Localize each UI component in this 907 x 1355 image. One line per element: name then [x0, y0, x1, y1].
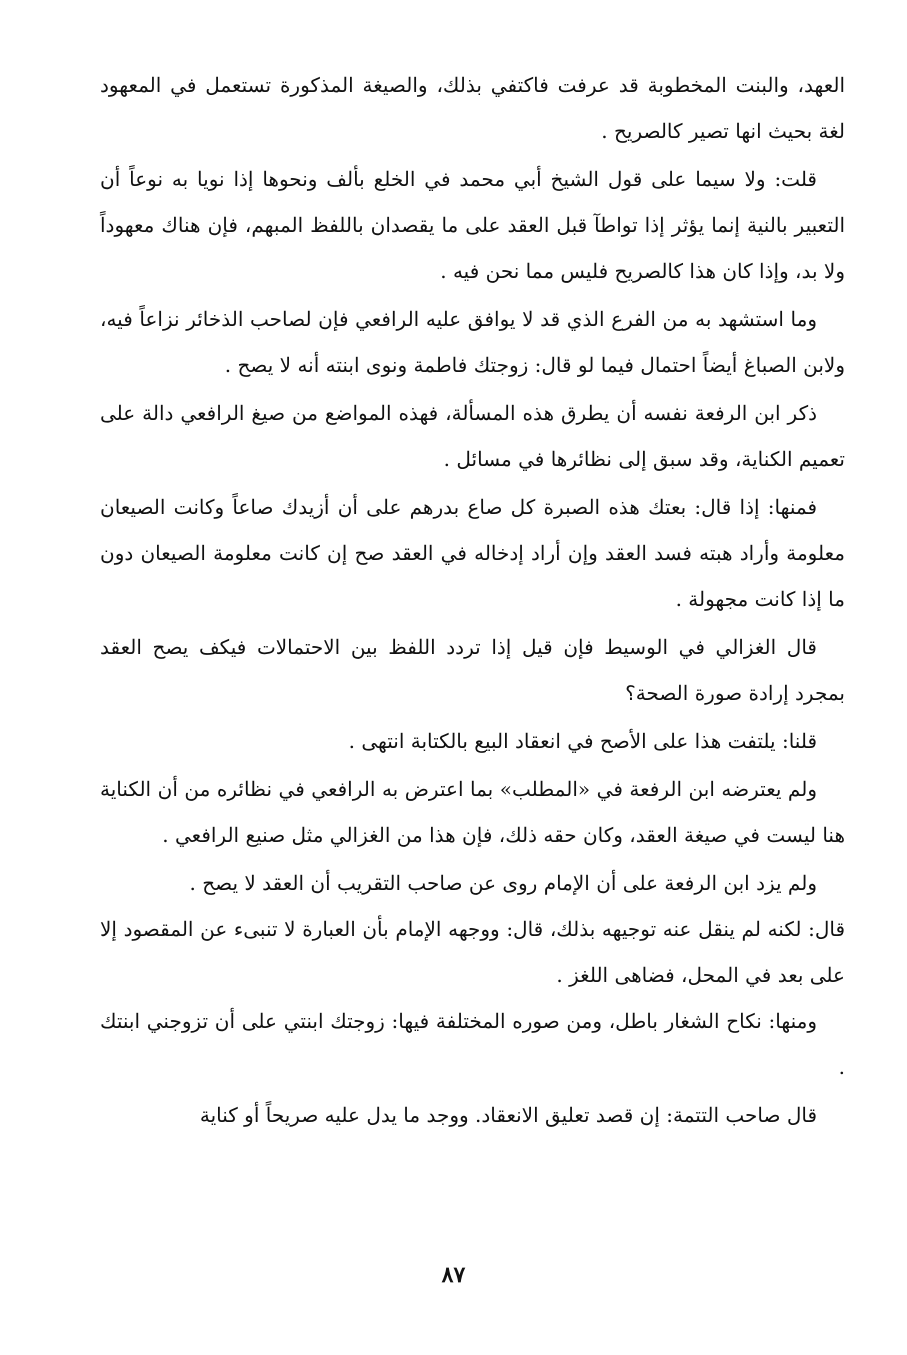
paragraph-1: العهد، والبنت المخطوبة قد عرفت فاكتفي بذلك، والصيغة المذكورة تستعمل في المعهود لغة بحيث انها تصير كالصريح . [100, 73, 845, 143]
paragraph-8: ولم يعترضه ابن الرفعة في «المطلب» بما اعترض به الرافعي في نظائره من أن الكناية هنا ليست في صيغة العقد، وكان حقه ذلك، فإن هذا من الغزالي مثل صنيع الرافعي . [100, 777, 845, 847]
paragraph-9: ولم يزد ابن الرفعة على أن الإمام روى عن صاحب التقريب أن العقد لا يصح . [189, 871, 817, 895]
paragraph-5: فمنها: إذا قال: بعتك هذه الصبرة كل صاع بدرهم على أن أزيدك صاعاً وكانت الصيعان معلومة وأراد هبته فسد العقد وإن أراد إدخاله في العقد صح إن كانت معلومة الصيعان دون ما إذا كانت مجهولة . [100, 495, 845, 611]
paragraph-3: وما استشهد به من الفرع الذي قد لا يوافق عليه الرافعي فإن لصاحب الذخائر نزاعاً فيه، ولابن الصباغ أيضاً احتمال فيما لو قال: زوجتك فاطمة ونوى ابنته أنه لا يصح . [100, 307, 845, 377]
body-text [100, 62, 845, 1138]
paragraph-10: قال: لكنه لم ينقل عنه توجيهه بذلك، قال: ووجهه الإمام بأن العبارة لا تنبىء عن المقصود إلا على بعد في المحل، فضاهى اللغز . [100, 917, 845, 987]
paragraph-7: قلنا: يلتفت هذا على الأصح في انعقاد البيع بالكتابة انتهى . [348, 729, 817, 753]
paragraph-11: ومنها: نكاح الشغار باطل، ومن صوره المختلفة فيها: زوجتك ابنتي على أن تزوجني ابنتك . [100, 1009, 845, 1079]
paragraph-2: قلت: ولا سيما على قول الشيخ أبي محمد في الخلع بألف ونحوها إذا نويا به نوعاً أن التعبير بالنية إنما يؤثر إذا تواطآ قبل العقد على ما يقصدان باللفظ المبهم، فإن هناك معهوداً ولا بد، وإذا كان هذا كالصريح فليس مما نحن فيه . [100, 167, 845, 283]
paragraph-12: قال صاحب التتمة: إن قصد تعليق الانعقاد. ووجد ما يدل عليه صريحاً أو كناية [199, 1103, 817, 1127]
paragraph-6: قال الغزالي في الوسيط فإن قيل إذا تردد اللفظ بين الاحتمالات فيكف يصح العقد بمجرد إرادة صورة الصحة؟ [100, 635, 845, 705]
page-number: ٨٧ [441, 1262, 466, 1288]
paragraph-4: ذكر ابن الرفعة نفسه أن يطرق هذه المسألة، فهذه المواضع من صيغ الرافعي دالة على تعميم الكناية، وقد سبق إلى نظائرها في مسائل . [100, 401, 845, 471]
